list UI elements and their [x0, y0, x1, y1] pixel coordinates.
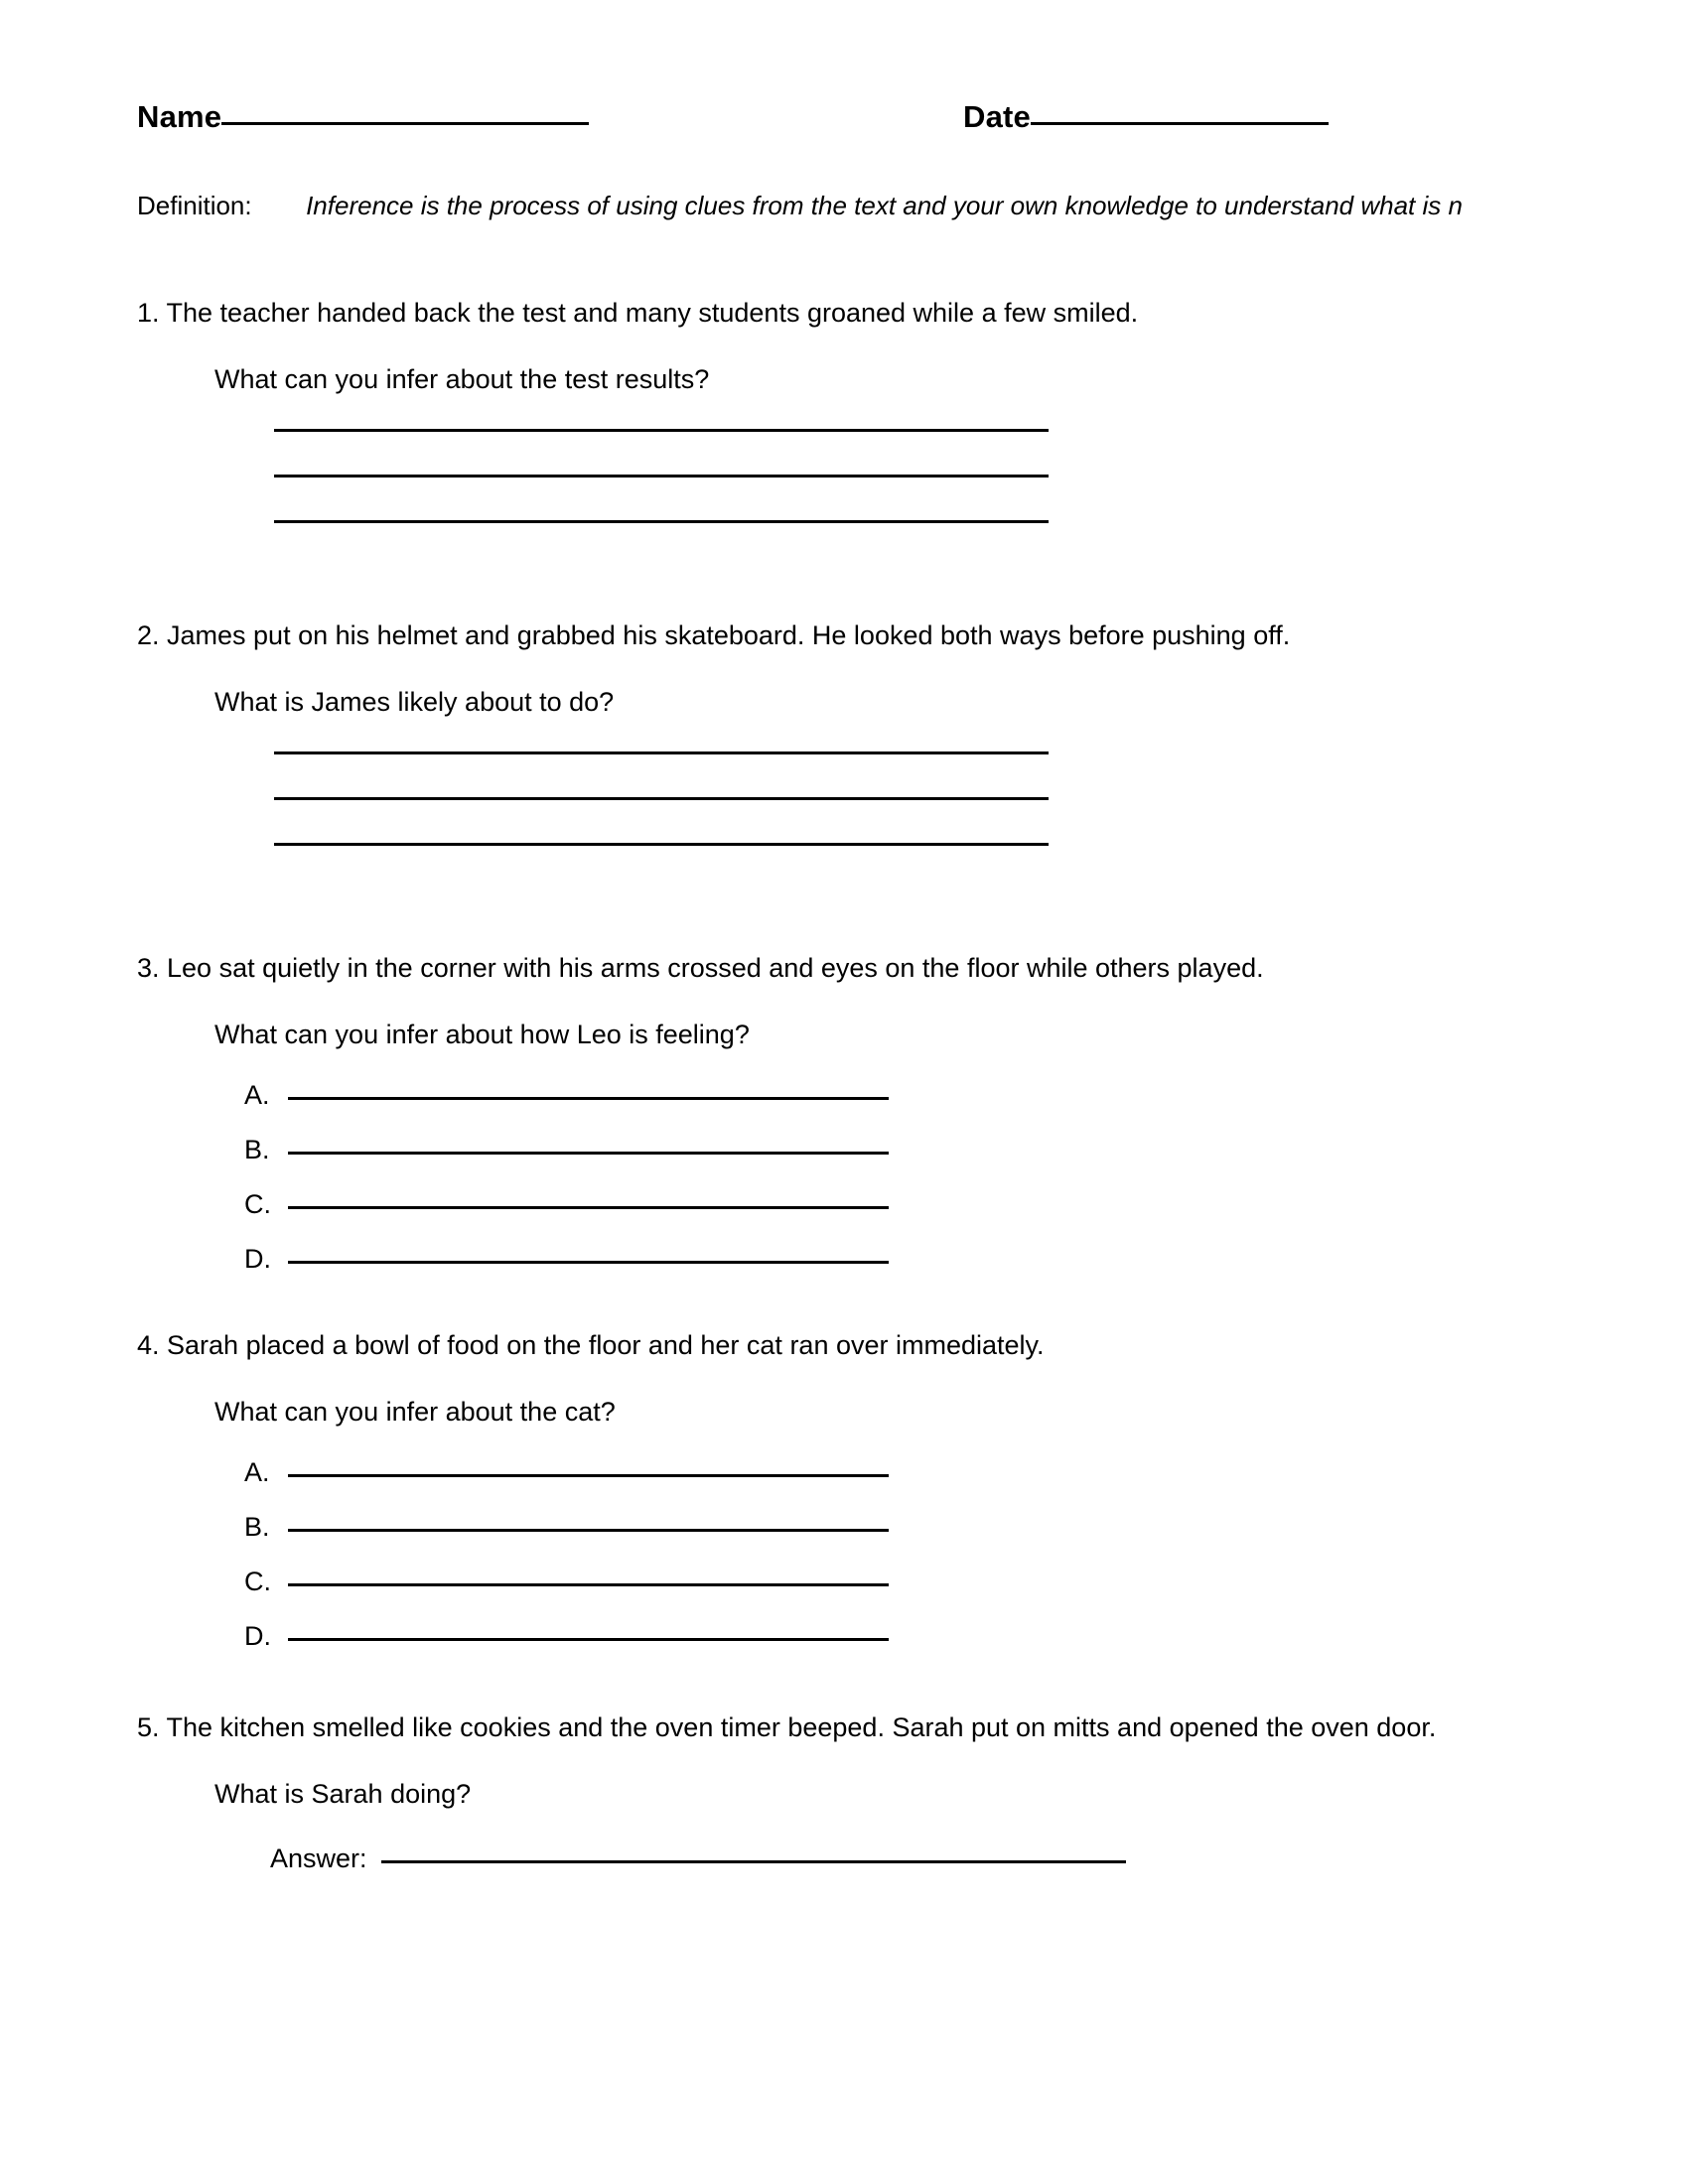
- answer-blank-line[interactable]: [274, 475, 1049, 478]
- choice-option-row[interactable]: [244, 1135, 1666, 1165]
- choice-blank-line[interactable]: [288, 1206, 889, 1209]
- definition-row: [137, 191, 1688, 234]
- choice-blank-line[interactable]: [288, 1638, 889, 1641]
- choice-option-row[interactable]: [244, 1080, 1666, 1111]
- choice-blank-line[interactable]: [288, 1529, 889, 1532]
- choice-option-row[interactable]: [244, 1457, 1666, 1488]
- question-stem: 2. James put on his helmet and grabbed his skateboard. He looked both ways before pushing off.: [137, 620, 1291, 650]
- definition-label: Definition:: [137, 191, 252, 220]
- question-block: [137, 1712, 1666, 1874]
- answer-lines: [274, 429, 1666, 523]
- answer-blank-line[interactable]: [274, 751, 1049, 754]
- choice-letter: C.: [244, 1189, 271, 1220]
- choice-letter: C.: [244, 1567, 271, 1597]
- choice-letter: B.: [244, 1135, 270, 1165]
- choice-letter: D.: [244, 1244, 271, 1275]
- name-input-rule[interactable]: [221, 122, 589, 125]
- question-block: [137, 298, 1666, 523]
- choice-blank-line[interactable]: [288, 1152, 889, 1155]
- question-block: [137, 620, 1666, 846]
- question-prompt: What can you infer about the test results?: [214, 364, 710, 395]
- answer-row[interactable]: [270, 1843, 1666, 1874]
- choice-letter: A.: [244, 1080, 270, 1111]
- question-stem: 4. Sarah placed a bowl of food on the floor and her cat ran over immediately.: [137, 1330, 1045, 1360]
- choice-options: [244, 1080, 1666, 1275]
- answer-blank-line[interactable]: [274, 520, 1049, 523]
- question-stem: 3. Leo sat quietly in the corner with his arms crossed and eyes on the floor while others played.: [137, 953, 1264, 983]
- question-prompt: What is Sarah doing?: [214, 1779, 472, 1810]
- date-field[interactable]: [963, 99, 1329, 135]
- name-label: Name: [137, 99, 222, 134]
- choice-letter: A.: [244, 1457, 270, 1488]
- date-input-rule[interactable]: [1031, 122, 1329, 125]
- answer-blank-line[interactable]: [381, 1860, 1126, 1863]
- answer-blank-line[interactable]: [274, 843, 1049, 846]
- choice-option-row[interactable]: [244, 1244, 1666, 1275]
- question-stem: 5. The kitchen smelled like cookies and the oven timer beeped. Sarah put on mitts and opened the oven door.: [137, 1712, 1437, 1742]
- name-field[interactable]: [137, 99, 589, 135]
- choice-option-row[interactable]: [244, 1567, 1666, 1597]
- question-prompt: What can you infer about the cat?: [214, 1397, 616, 1428]
- question-block: [137, 1330, 1666, 1652]
- question-block: [137, 953, 1666, 1275]
- definition-text: Inference is the process of using clues from the text and your own knowledge to understand what is n: [306, 191, 1463, 220]
- choice-blank-line[interactable]: [288, 1261, 889, 1264]
- choice-blank-line[interactable]: [288, 1097, 889, 1100]
- choice-option-row[interactable]: [244, 1621, 1666, 1652]
- answer-lines: [274, 751, 1666, 846]
- answer-blank-line[interactable]: [274, 797, 1049, 800]
- answer-label: Answer:: [270, 1843, 367, 1874]
- question-stem: 1. The teacher handed back the test and many students groaned while a few smiled.: [137, 298, 1139, 328]
- question-prompt: What can you infer about how Leo is feeling?: [214, 1020, 750, 1050]
- question-prompt: What is James likely about to do?: [214, 687, 615, 718]
- choice-option-row[interactable]: [244, 1512, 1666, 1543]
- header-fields: [137, 99, 1547, 147]
- answer-blank-line[interactable]: [274, 429, 1049, 432]
- choice-option-row[interactable]: [244, 1189, 1666, 1220]
- choice-options: [244, 1457, 1666, 1652]
- choice-blank-line[interactable]: [288, 1583, 889, 1586]
- date-label: Date: [963, 99, 1031, 134]
- choice-blank-line[interactable]: [288, 1474, 889, 1477]
- choice-letter: D.: [244, 1621, 271, 1652]
- choice-letter: B.: [244, 1512, 270, 1543]
